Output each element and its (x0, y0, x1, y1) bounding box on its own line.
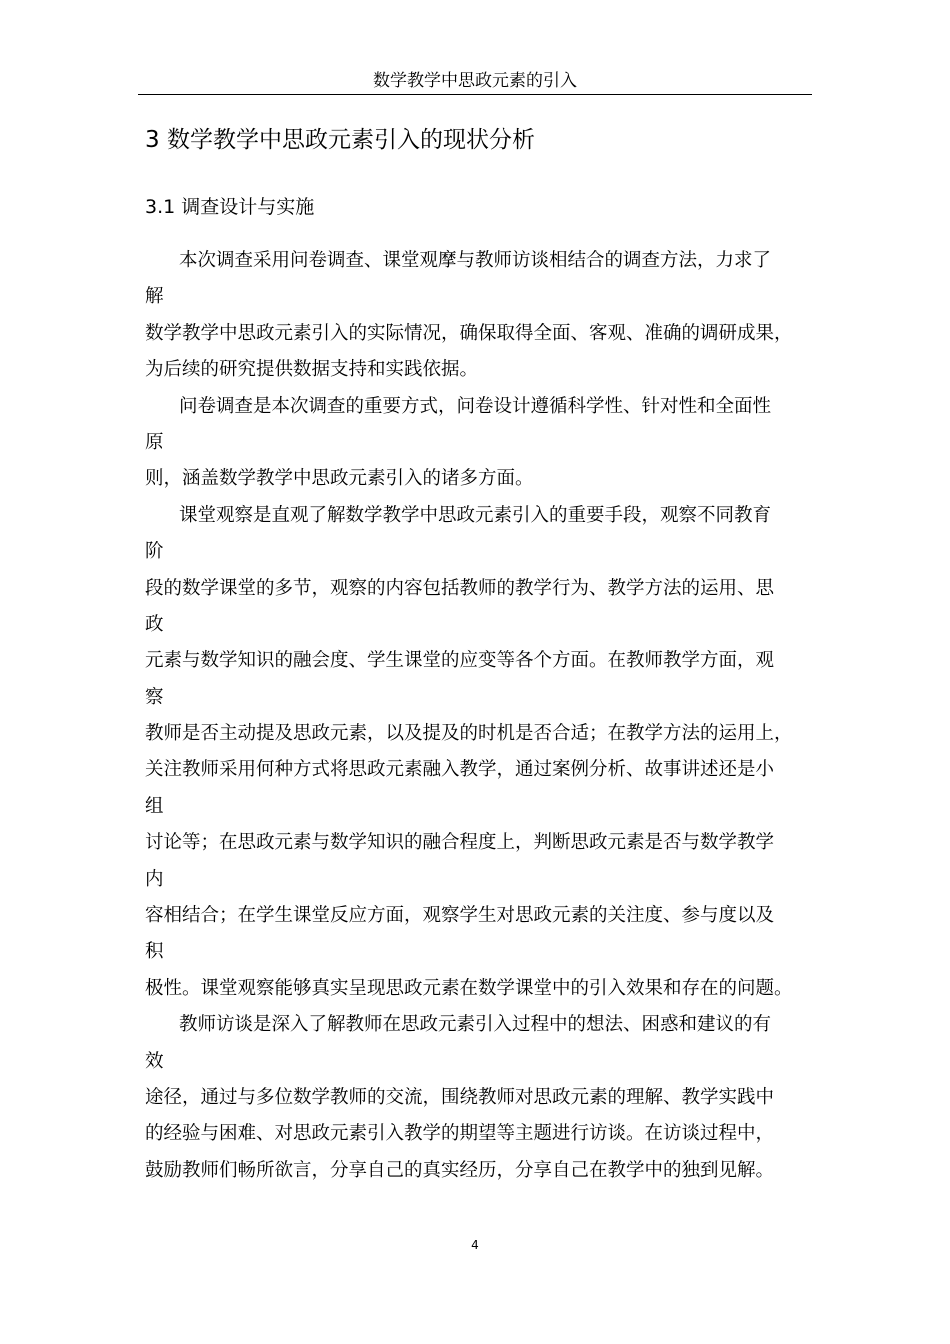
text-line: 内 (145, 868, 164, 890)
text-line: 段的数学课堂的多节，观察的内容包括教师的教学行为、教学方法的运用、思 (145, 577, 775, 599)
text-line: 积 (145, 941, 164, 963)
page-number: 4 (471, 1238, 479, 1252)
text-line: 问卷调查是本次调查的重要方式，问卷设计遵循科学性、针对性和全面性 (179, 395, 772, 417)
text-line: 效 (145, 1050, 164, 1072)
text-line: 关注教师采用何种方式将思政元素融入教学，通过案例分析、故事讲述还是小 (145, 759, 775, 781)
text-line: 本次调查采用问卷调查、课堂观摩与教师访谈相结合的调查方法，力求了 (179, 250, 772, 271)
text-line: 教师是否主动提及思政元素，以及提及的时机是否合适；在教学方法的运用上， (145, 723, 793, 745)
text-line: 极性。课堂观察能够真实呈现思政元素在数学课堂中的引入效果和存在的问题。 (145, 977, 793, 999)
text-line: 则，涵盖数学教学中思政元素引入的诸多方面。 (145, 468, 534, 490)
text-line: 的经验与困难、对思政元素引入教学的期望等主题进行访谈。在访谈过程中， (145, 1123, 775, 1145)
section-title: 3.1 调查设计与实施 (145, 196, 315, 218)
text-line: 讨论等；在思政元素与数学知识的融合程度上，判断思政元素是否与数学教学 (145, 832, 775, 854)
text-line: 教师访谈是深入了解教师在思政元素引入过程中的想法、困惑和建议的有 (179, 1014, 772, 1036)
text-line: 解 (145, 286, 164, 308)
running-header: 数学教学中思政元素的引入 (373, 71, 577, 91)
text-line: 课堂观察是直观了解数学教学中思政元素引入的重要手段，观察不同教育 (179, 504, 772, 526)
text-line: 政 (145, 613, 164, 635)
text-line: 原 (145, 431, 164, 453)
header-divider (138, 94, 812, 95)
text-line: 为后续的研究提供数据支持和实践依据。 (145, 359, 479, 381)
text-line: 元素与数学知识的融会度、学生课堂的应变等各个方面。在教师教学方面，观 (145, 650, 775, 672)
text-line: 容相结合；在学生课堂反应方面，观察学生对思政元素的关注度、参与度以及 (145, 905, 775, 927)
text-line: 察 (145, 686, 164, 708)
chapter-title: 3 数学教学中思政元素引入的现状分析 (145, 127, 535, 153)
text-line: 阶 (145, 541, 164, 563)
text-line: 鼓励教师们畅所欲言，分享自己的真实经历，分享自己在教学中的独到见解。 (145, 1159, 775, 1181)
text-line: 组 (145, 795, 164, 817)
text-line: 途径，通过与多位数学教师的交流，围绕教师对思政元素的理解、教学实践中 (145, 1086, 775, 1108)
body-text (145, 246, 815, 1192)
text-line: 数学教学中思政元素引入的实际情况，确保取得全面、客观、准确的调研成果， (145, 322, 793, 344)
